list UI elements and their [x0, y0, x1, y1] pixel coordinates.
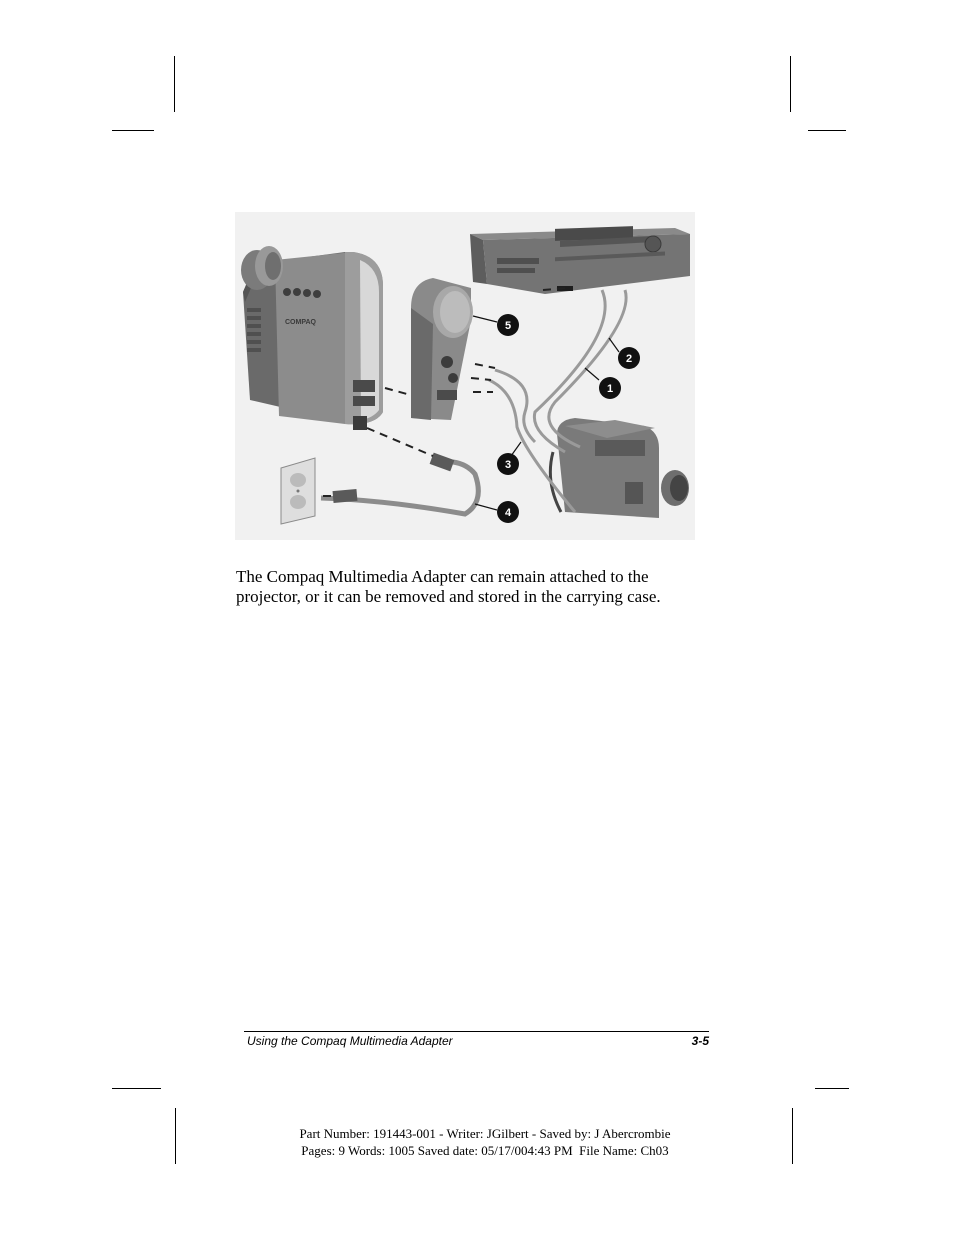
- crop-mark-bottom-left-horizontal: [112, 1088, 161, 1089]
- crop-mark-top-right-horizontal: [808, 130, 846, 131]
- footer-rule: [244, 1031, 709, 1032]
- document-info-line-1: Part Number: 191443-001 - Writer: JGilbert - Saved by: J Abercrombie: [299, 1126, 671, 1141]
- document-info: [240, 1125, 730, 1159]
- crop-mark-top-left-horizontal: [112, 130, 154, 131]
- footer-chapter-title: Using the Compaq Multimedia Adapter: [247, 1034, 453, 1048]
- crop-mark-bottom-right-vertical: [792, 1108, 793, 1164]
- projector-illustration: [241, 246, 383, 430]
- document-info-line-2: Pages: 9 Words: 1005 Saved date: 05/17/004:43 PM File Name: Ch03: [301, 1143, 669, 1158]
- body-paragraph: The Compaq Multimedia Adapter can remain attached to the projector, or it can be removed and stored in the carrying case.: [236, 567, 661, 606]
- crop-mark-top-left-vertical: [174, 56, 175, 112]
- crop-mark-bottom-left-vertical: [175, 1108, 176, 1164]
- crop-mark-bottom-right-horizontal: [815, 1088, 849, 1089]
- callout-2: [618, 347, 640, 369]
- projector-logo: COMPAQ: [285, 319, 316, 326]
- callout-label-3: 3: [504, 459, 512, 471]
- callout-4: [497, 501, 519, 523]
- wall-outlet-illustration: [281, 458, 315, 524]
- callout-5: [497, 314, 519, 336]
- callout-label-4: 4: [504, 507, 512, 519]
- connection-diagram: [235, 212, 695, 540]
- footer-page-number: 3-5: [691, 1034, 709, 1048]
- callout-3: [497, 453, 519, 475]
- crop-mark-top-right-vertical: [790, 56, 791, 112]
- callout-label-2: 2: [625, 353, 633, 365]
- callout-1: [599, 377, 621, 399]
- callout-label-5: 5: [504, 320, 512, 332]
- callout-label-1: 1: [606, 383, 614, 395]
